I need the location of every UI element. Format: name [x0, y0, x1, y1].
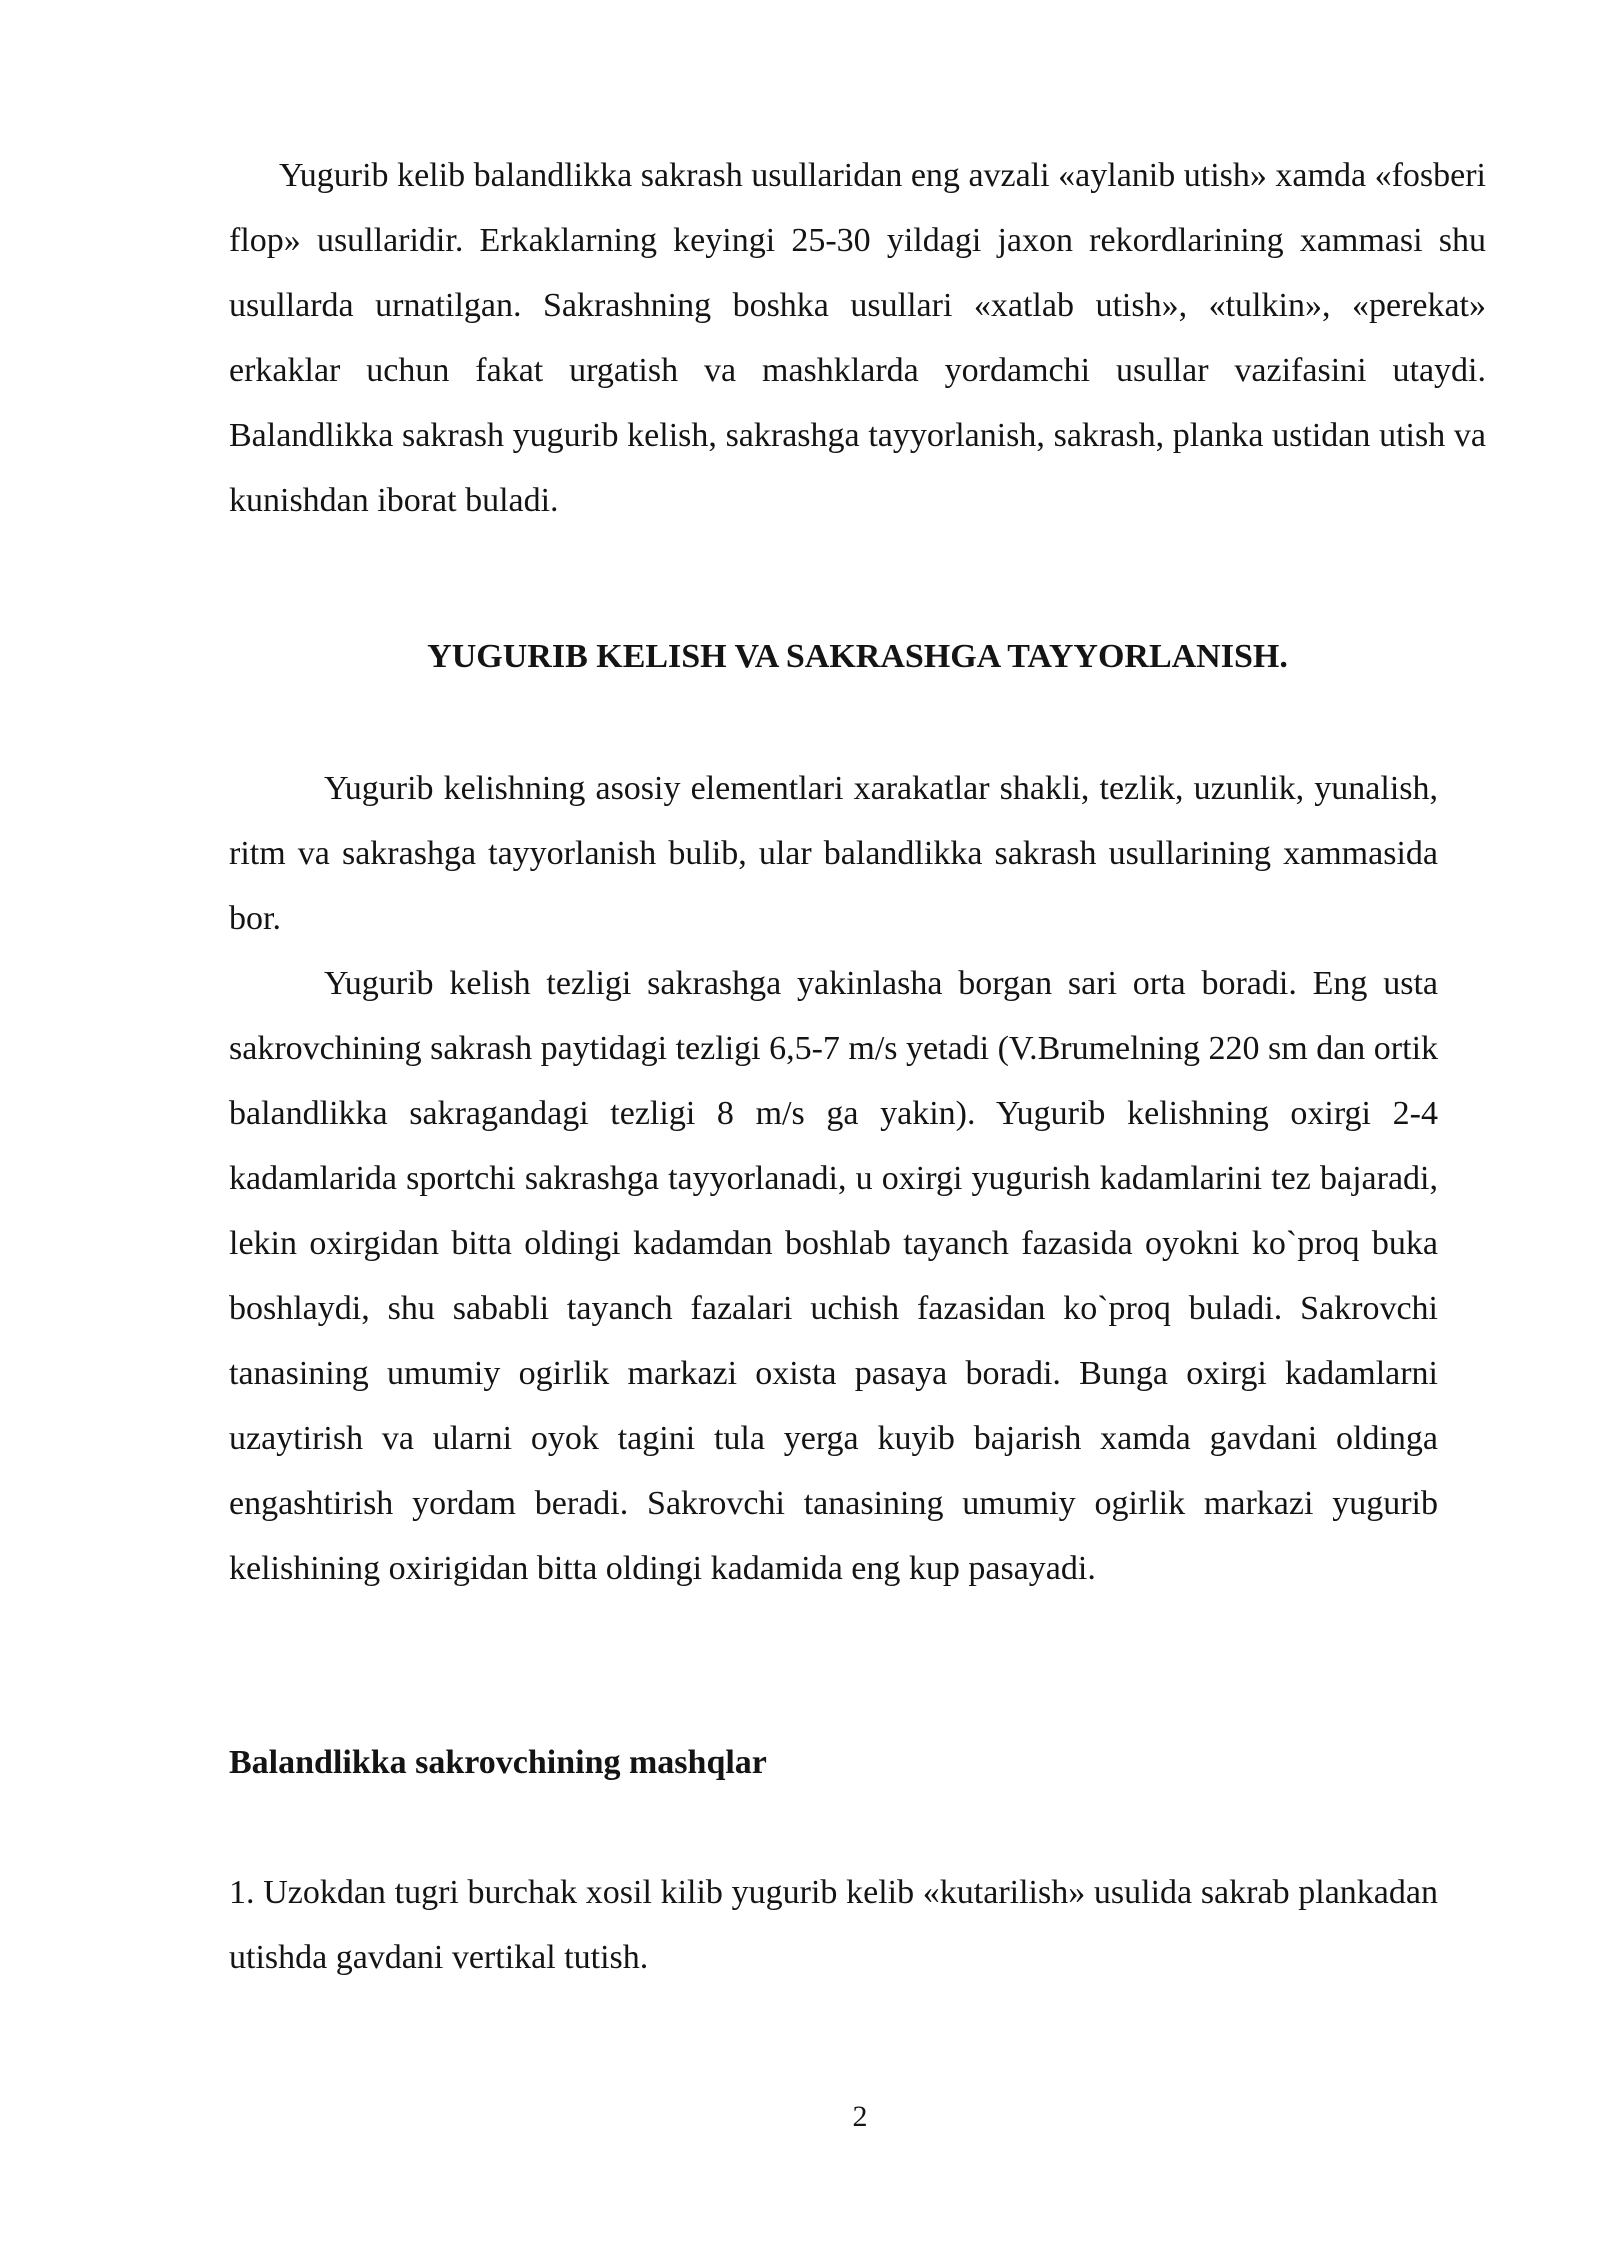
- section-paragraph-2: Yugurib kelish tezligi sakrashga yakinlasha borgan sari orta boradi. Eng usta sakrovchining sakrash paytidagi tezligi 6,5-7 m/s yetadi (V.Brumelning 220 sm dan ortik balandlikka sakragandagi tezligi 8 m/s ga yakin). Yugurib kelishning oxirgi 2-4 kadamlarida sportchi sakrashga tayyorlanadi, u oxirgi yugurish kadamlarini tez bajaradi, lekin oxirgidan bitta oldingi kadamdan boshlab tayanch fazasida oyokni ko`proq buka boshlaydi, shu sababli tayanch fazalari uchish fazasidan ko`proq buladi. Sakrovchi tanasining umumiy ogirlik markazi oxista pasaya boradi. Bunga oxirgi kadamlarni uzaytirish va ularni oyok tagini tula yerga kuyib bajarish xamda gavdani oldinga engashtirish yordam beradi. Sakrovchi tanasining umumiy ogirlik markazi yugurib kelishining oxirigidan bitta oldingi kadamida eng kup pasayadi.: [229, 965, 1439, 1587]
- exercise-item: 1. Uzokdan tugri burchak xosil kilib yugurib kelib «kutarilish» usulida sakrab plankadan utishda gavdani vertikal tutish.: [229, 1874, 1438, 1976]
- intro-paragraph: Yugurib kelib balandlikka sakrash usullaridan eng avzali «aylanib utish» xamda «fosberi flop» usullaridir. Erkaklarning keyingi 25-30 yildagi jaxon rekordlarining xammasi shu usullarda urnatilgan. Sakrashning boshka usullari «xatlab utish», «tulkin», «perekat» erkaklar uchun fakat urgatish va mashklarda yordamchi usullar vazifasini utaydi. Balandlikka sakrash yugurib kelish, sakrashga tayyorlanish, sakrash, planka ustidan utish va kunishdan iborat buladi.: [229, 157, 1486, 519]
- section-heading: YUGURIB KELISH VA SAKRASHGA TAYYORLANISH.: [427, 638, 1288, 675]
- section-paragraph-1: Yugurib kelishning asosiy elementlari xarakatlar shakli, tezlik, uzunlik, yunalish, ritm va sakrashga tayyorlanish bulib, ular balandlikka sakrash usullarining xammasida bor.: [229, 770, 1438, 937]
- exercises-heading: Balandlikka sakrovchining mashqlar: [229, 1744, 767, 1781]
- page-number: 2: [852, 2100, 868, 2133]
